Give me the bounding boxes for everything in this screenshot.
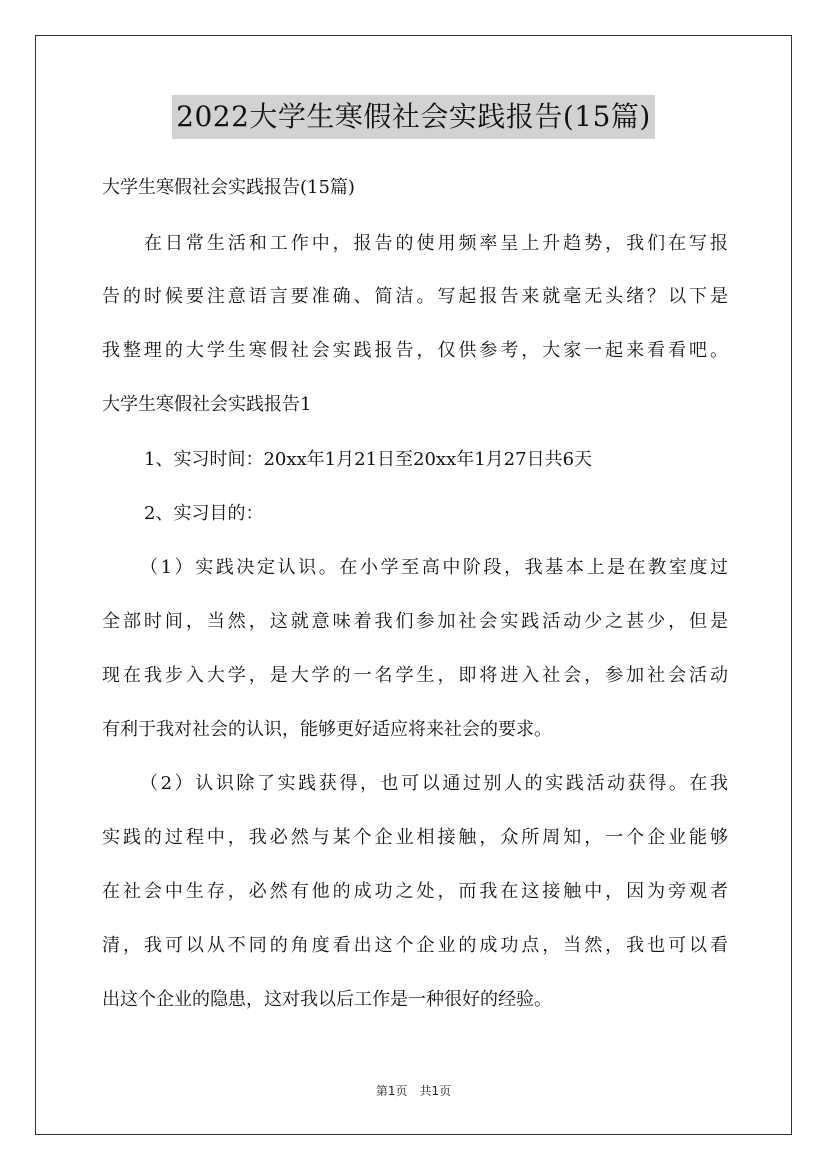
intro-paragraph-line-1: 在日常生活和工作中，报告的使用频率呈上升趋势，我们在写报	[144, 233, 728, 254]
point-1-line-2: 全部时间，当然，这就意味着我们参加社会实践活动少之甚少，但是	[102, 611, 728, 632]
point-1-line-1: （1）实践决定认识。在小学至高中阶段，我基本上是在教室度过	[140, 557, 728, 578]
intro-paragraph-line-3: 我整理的大学生寒假社会实践报告，仅供参考，大家一起来看看吧。	[102, 340, 728, 361]
point-2-line-3: 在社会中生存，必然有他的成功之处，而我在这接触中，因为旁观者	[102, 881, 728, 902]
document-title: 2022大学生寒假社会实践报告(15篇)	[172, 95, 655, 139]
title-container	[0, 95, 827, 139]
page-border	[35, 35, 792, 1135]
internship-time-line: 1、实习时间：20xx年1月21日至20xx年1月27日共6天	[144, 449, 593, 470]
internship-purpose-heading: 2、实习目的：	[144, 503, 264, 524]
point-2-line-4: 清，我可以从不同的角度看出这个企业的成功点，当然，我也可以看	[102, 935, 728, 956]
point-1-line-3: 现在我步入大学，是大学的一名学生，即将进入社会，参加社会活动	[102, 665, 728, 686]
point-2-line-1: （2）认识除了实践获得，也可以通过别人的实践活动获得。在我	[140, 773, 728, 794]
point-2-line-5: 出这个企业的隐患，这对我以后工作是一种很好的经验。	[102, 989, 552, 1010]
section-heading-1: 大学生寒假社会实践报告1	[102, 394, 312, 415]
point-2-line-2: 实践的过程中，我必然与某个企业相接触，众所周知，一个企业能够	[102, 827, 728, 848]
point-1-line-4: 有利于我对社会的认识，能够更好适应将来社会的要求。	[102, 719, 552, 740]
page-number-footer: 第1页 共1页	[375, 1084, 452, 1098]
intro-paragraph-line-2: 告的时候要注意语言要准确、简洁。写起报告来就毫无头绪？以下是	[102, 286, 728, 307]
subtitle-line: 大学生寒假社会实践报告(15篇)	[102, 177, 355, 198]
